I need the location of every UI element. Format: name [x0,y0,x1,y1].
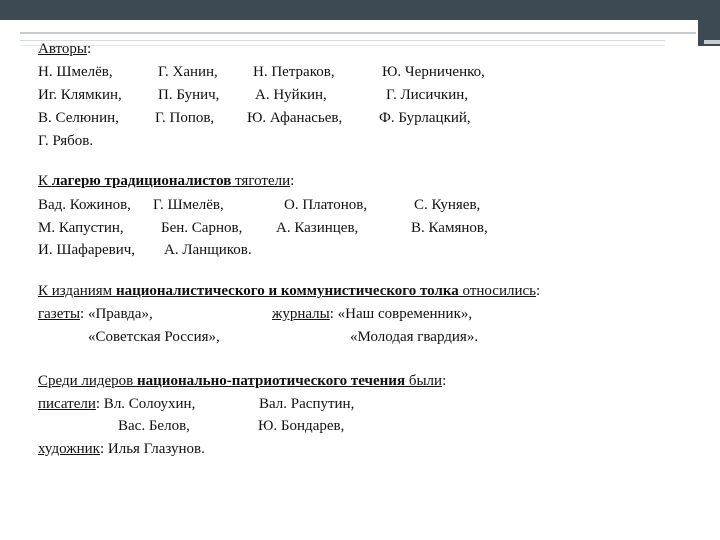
newspapers-line [38,305,153,323]
artist-line [38,440,205,458]
authors-heading [38,40,91,58]
leaders-heading-post: были [405,373,443,389]
traditionalist-name: Г. Шмелёв, [153,197,224,213]
author-name: Ю. Черниченко, [382,64,485,80]
leaders-heading [38,372,446,390]
writers-label: писатели [38,396,96,412]
publications-heading-colon: : [536,283,541,299]
traditionalist-name: В. Камянов, [411,220,488,236]
author-name: Г. Лисичкин, [386,87,469,103]
leaders-heading-colon: : [442,373,447,389]
author-name: Г. Попов, [155,110,215,126]
author-name: Г. Рябов. [38,133,94,149]
slide-header-rule-faint [20,45,665,46]
author-name: Н. Шмелёв, [38,64,113,80]
traditionalists-heading-colon: : [290,173,295,189]
artist-label: художник [38,441,100,457]
leaders-heading-bold: национально-патриотического течения [137,373,406,389]
traditionalists-heading-bold: лагерю традиционалистов [51,173,232,189]
traditionalists-heading-pre: К [38,173,52,189]
author-name: Н. Петраков, [253,64,335,80]
journals-first: : «Наш современник», [329,306,473,322]
traditionalist-name: А. Казинцев, [276,220,359,236]
writers-line [38,395,195,413]
traditionalist-name: М. Капустин, [38,220,124,236]
slide-corner-rule [704,40,720,44]
author-name: Г. Ханин, [158,64,218,80]
writer-name: : Вл. Солоухин, [95,396,196,412]
slide-header-rule [20,32,696,34]
traditionalist-name: Вад. Кожинов, [38,197,131,213]
traditionalist-name: А. Ланщиков. [164,242,252,258]
journal-second: «Молодая гвардия». [350,329,479,345]
newspaper-second: «Советская Россия», [88,329,220,345]
traditionalist-name: О. Платонов, [284,197,368,213]
traditionalist-name: Бен. Сарнов, [161,220,243,236]
traditionalists-heading [38,172,294,190]
journals-label: журналы [272,306,330,322]
artist-name: : Илья Глазунов. [99,441,205,457]
author-name: А. Нуйкин, [255,87,327,103]
newspapers-label: газеты [38,306,81,322]
publications-heading [38,282,540,300]
writer-name: Вас. Белов, [118,418,190,434]
author-name: Ф. Бурлацкий, [379,110,471,126]
traditionalist-name: И. Шафаревич, [38,242,136,258]
author-name: Иг. Клямкин, [38,87,122,103]
slide-top-bar [0,0,720,20]
traditionalists-heading-post: тяготели [231,173,291,189]
author-name: В. Селюнин, [38,110,119,126]
author-name: Ю. Афанасьев, [247,110,343,126]
traditionalist-name: С. Куняев, [414,197,481,213]
publications-heading-post: относились [458,283,537,299]
author-name: П. Бунич, [158,87,220,103]
publications-heading-bold: националистического и коммунистического толка [115,283,459,299]
journals-line [272,305,472,323]
publications-heading-pre: К изданиям [38,283,116,299]
newspapers-first: : «Правда», [80,306,153,322]
authors-heading-text: Авторы [38,41,87,57]
writer-name: Вал. Распутин, [259,396,355,412]
leaders-heading-pre: Среди лидеров [38,373,138,389]
writer-name: Ю. Бондарев, [258,418,345,434]
slide-header-rule-thin [20,40,665,41]
authors-heading-colon: : [86,41,92,57]
